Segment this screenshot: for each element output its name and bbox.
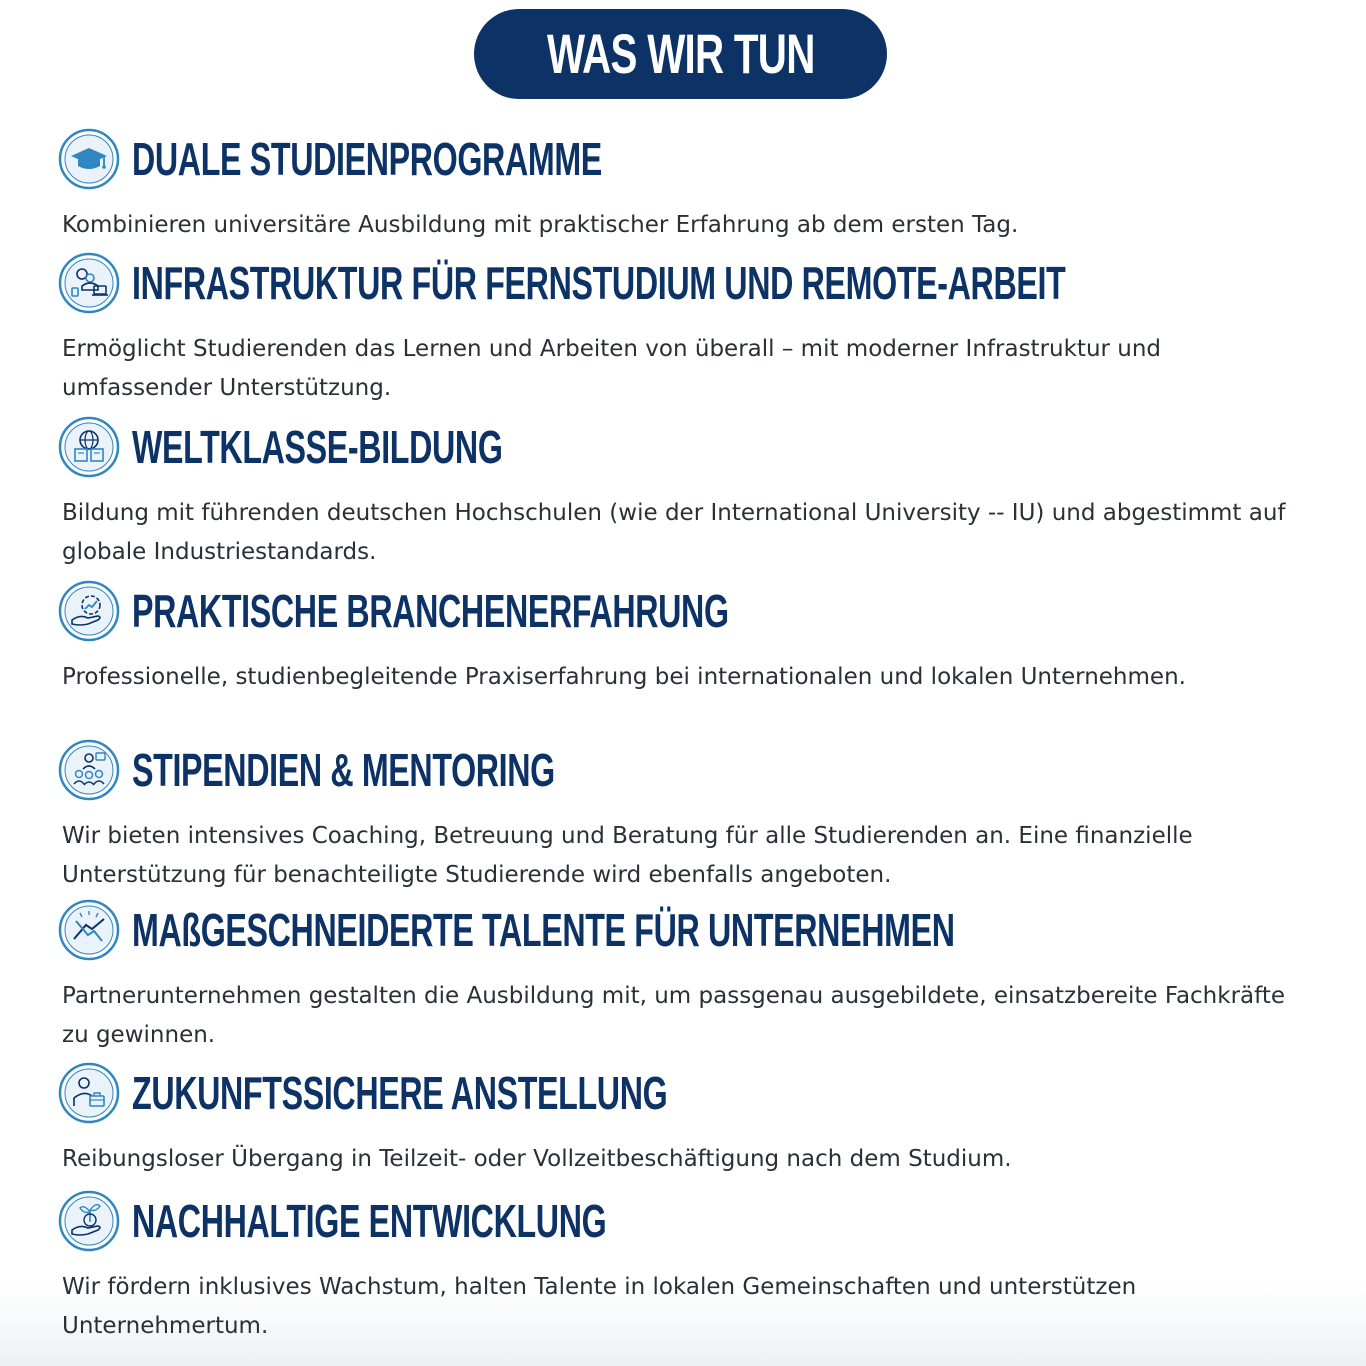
feature-item-nachhaltige-entwicklung xyxy=(58,1190,1318,1346)
feature-description: Professionelle, studienbegleitende Praxiserfahrung bei internationalen und lokalen Unternehmen. xyxy=(62,664,1186,690)
feature-heading: INFRASTRUKTUR FÜR FERNSTUDIUM UND REMOTE-ARBEIT xyxy=(132,257,1066,309)
feature-item-weltklasse-bildung xyxy=(58,416,1318,572)
feature-item-duale-studienprogramme xyxy=(58,128,1318,245)
feature-description: Bildung mit führenden deutschen Hochschulen (wie der International University -- IU) und abgestimmt auf globale Industriestandards. xyxy=(62,500,1286,565)
remote-work-icon xyxy=(58,252,120,314)
feature-item-zukunftssichere-anstellung xyxy=(58,1062,1318,1179)
feature-description: Wir bieten intensives Coaching, Betreuung und Beratung für alle Studierenden an. Eine finanzielle Unterstützung für benachteiligte Studierende wird ebenfalls angeboten. xyxy=(62,823,1193,888)
graduation-cap-icon xyxy=(58,128,120,190)
feature-description: Ermöglicht Studierenden das Lernen und Arbeiten von überall – mit moderner Infrastruktur und umfassender Unterstützung. xyxy=(62,336,1162,401)
feature-item-infrastruktur xyxy=(58,252,1318,408)
feature-heading: STIPENDIEN & MENTORING xyxy=(132,744,555,796)
feature-description: Kombinieren universitäre Ausbildung mit praktischer Erfahrung ab dem ersten Tag. xyxy=(62,212,1019,238)
feature-heading: PRAKTISCHE BRANCHENERFAHRUNG xyxy=(132,585,729,637)
feature-description: Reibungsloser Übergang in Teilzeit- oder Vollzeitbeschäftigung nach dem Studium. xyxy=(62,1146,1012,1172)
employee-briefcase-icon xyxy=(58,1062,120,1124)
hand-sprout-icon xyxy=(58,1190,120,1252)
feature-heading: ZUKUNFTSSICHERE ANSTELLUNG xyxy=(132,1067,668,1119)
feature-heading: WELTKLASSE-BILDUNG xyxy=(132,421,503,473)
feature-item-stipendien-mentoring xyxy=(58,739,1318,895)
globe-books-icon xyxy=(58,416,120,478)
feature-heading: MAßGESCHNEIDERTE TALENTE FÜR UNTERNEHMEN xyxy=(132,904,955,956)
mentoring-group-icon xyxy=(58,739,120,801)
feature-description: Wir fördern inklusives Wachstum, halten Talente in lokalen Gemeinschaften und unterstützen Unternehmertum. xyxy=(62,1274,1137,1339)
title-banner xyxy=(474,9,887,99)
handshake-icon xyxy=(58,899,120,961)
feature-item-praktische-branchenerfahrung xyxy=(58,580,1318,697)
feature-description: Partnerunternehmen gestalten die Ausbildung mit, um passgenau ausgebildete, einsatzbereite Fachkräfte zu gewinnen. xyxy=(62,983,1285,1048)
feature-heading: DUALE STUDIENPROGRAMME xyxy=(132,133,602,185)
page-title: WAS WIR TUN xyxy=(546,22,815,85)
gear-hand-growth-icon xyxy=(58,580,120,642)
feature-heading: NACHHALTIGE ENTWICKLUNG xyxy=(132,1195,607,1247)
feature-item-massgeschneiderte-talente xyxy=(58,899,1318,1055)
